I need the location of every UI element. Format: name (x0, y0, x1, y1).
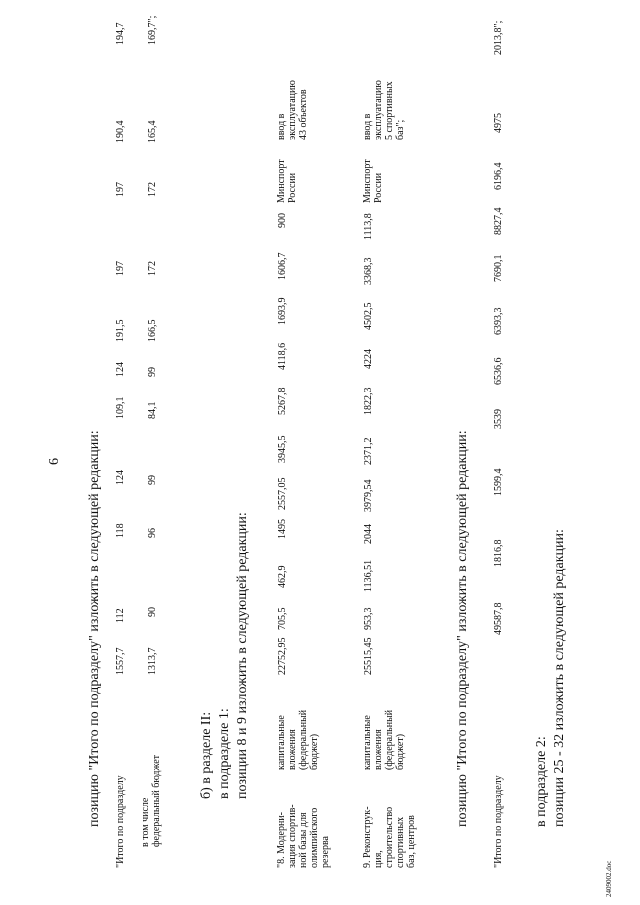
row-itogo-value: 124 (115, 362, 126, 377)
item9-value: 25515,45 (363, 637, 374, 675)
item8-type: капитальные вложения (федеральный бюджет) (276, 709, 320, 770)
row-federal-value: 172 (147, 182, 158, 197)
row-itogo2-value: 1816,8 (493, 539, 504, 567)
row-federal-value: 172 (147, 261, 158, 276)
row-itogo-value: 190,4 (115, 120, 126, 143)
row-itogo2-value: 2013,8"; (493, 20, 504, 55)
item8-value: 1693,9 (277, 297, 288, 325)
row-itogo2-value: 49587,8 (493, 602, 504, 635)
item8-value: 4118,6 (277, 342, 288, 370)
section-line: б) в разделе II: (199, 711, 214, 799)
item8-value: 22752,95 (277, 637, 288, 675)
item9-value: 2044 (363, 524, 374, 544)
section-line: позиции 25 - 32 изложить в следующей редакции: (552, 529, 567, 827)
item9-result: ввод в эксплуатацию 5 спортивных баз"; (362, 80, 406, 140)
item8-value: 900 (277, 213, 288, 228)
row-itogo-value: 118 (115, 523, 126, 538)
item8-value: 1495 (277, 519, 288, 539)
row-federal-value: 165,4 (147, 120, 158, 143)
item9-value: 3979,54 (363, 479, 374, 512)
section-line: в подразделе 1: (217, 708, 232, 799)
paragraph-itogo-2: позицию "Итого по подразделу" изложить в следующей редакции: (455, 430, 470, 827)
item9-name: 9. Реконструк- ция, строительство спортивных баз, центров (362, 806, 417, 868)
row-itogo2-value: 3539 (493, 409, 504, 429)
row-itogo2-label: "Итого по подразделу (493, 775, 504, 868)
row-itogo2-value: 7690,1 (493, 254, 504, 282)
item9-value: 4502,5 (363, 302, 374, 330)
item9-ministry: Минспорт России (362, 159, 384, 203)
item9-value: 1113,8 (363, 213, 374, 240)
row-itogo-value: 197 (115, 182, 126, 197)
item8-value: 3945,5 (277, 435, 288, 463)
row-itogo2-value: 1599,4 (493, 468, 504, 496)
row-federal-value: 1313,7 (147, 647, 158, 675)
item9-value: 2371,2 (363, 437, 374, 465)
item8-value: 462,9 (277, 565, 288, 588)
row-itogo2-value: 6393,3 (493, 307, 504, 335)
row-itogo2-value: 6196,4 (493, 162, 504, 190)
row-itogo-value: 1557,7 (115, 647, 126, 675)
footer-filename: 2409002.doc (605, 860, 613, 897)
row-itogo-value: 112 (115, 608, 126, 623)
item9-value: 3368,3 (363, 257, 374, 285)
section-line: позиции 8 и 9 изложить в следующей редакции: (235, 512, 250, 799)
item9-value: 1136,51 (363, 559, 374, 592)
row-federal-value: 99 (147, 475, 158, 485)
item9-type: капитальные вложения (федеральный бюджет) (362, 709, 406, 770)
row-federal-value: 84,1 (147, 401, 158, 419)
row-federal-value: 96 (147, 528, 158, 538)
row-federal-value: 99 (147, 367, 158, 377)
item8-ministry: Минспорт России (276, 159, 298, 203)
row-itogo2-value: 8827,4 (493, 207, 504, 235)
item8-value: 5267,8 (277, 387, 288, 415)
row-itogo-value: 109,1 (115, 396, 126, 419)
page-number: 6 (47, 458, 62, 465)
row-federal-value: 166,5 (147, 319, 158, 342)
row-federal-value: 169,7"; (147, 15, 158, 45)
paragraph-itogo-1: позицию "Итого по подразделу" изложить в следующей редакции: (87, 430, 102, 827)
item9-value: 953,3 (363, 607, 374, 630)
row-itogo-value: 124 (115, 470, 126, 485)
section-line: в подразделе 2: (534, 736, 549, 827)
item8-result: ввод в эксплуатацию 43 объектов (276, 80, 309, 140)
item8-value: 2557,05 (277, 477, 288, 510)
row-itogo2-value: 4975 (493, 113, 504, 133)
item8-value: 705,5 (277, 607, 288, 630)
row-itogo-value: 191,5 (115, 319, 126, 342)
item8-name: "8. Модерни- зация спортив- ной базы для олимпийского резерва (276, 804, 331, 868)
row-federal-label: в том числе федеральный бюджет (140, 754, 162, 847)
item9-value: 1822,3 (363, 387, 374, 415)
row-itogo-value: 197 (115, 261, 126, 276)
row-itogo-label: "Итого по подразделу (115, 775, 126, 868)
row-itogo-value: 194,7 (115, 22, 126, 45)
row-itogo2-value: 6536,6 (493, 357, 504, 385)
item8-value: 1606,7 (277, 252, 288, 280)
row-federal-value: 90 (147, 607, 158, 617)
item9-value: 4224 (363, 349, 374, 369)
